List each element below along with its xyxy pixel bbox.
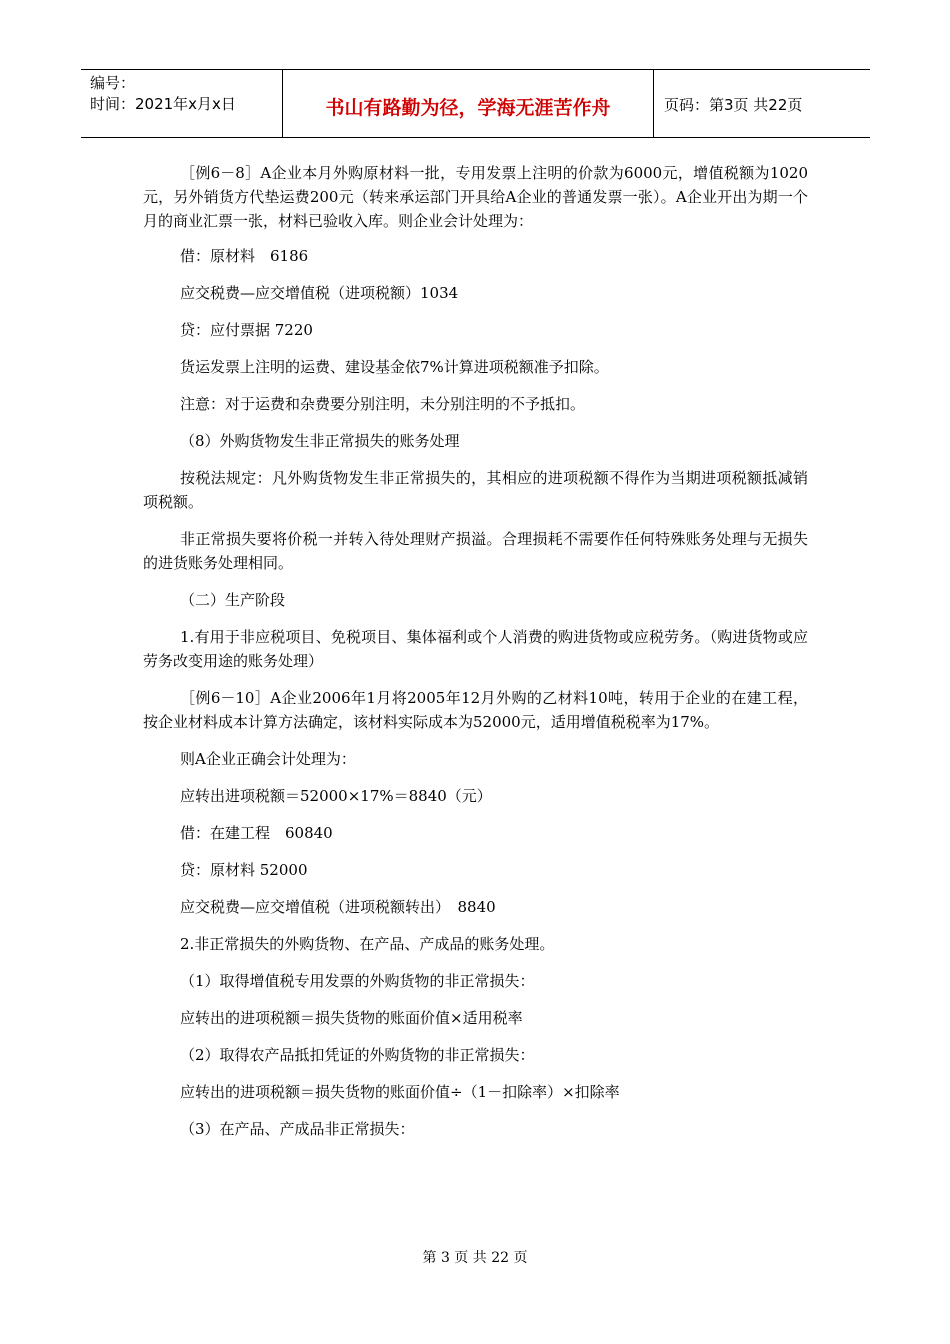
- document-date-label: 时间：2021年x月x日: [90, 95, 236, 113]
- paragraph-accounting-intro: 则A企业正确会计处理为：: [180, 750, 356, 768]
- entry-credit-notes-payable: 贷：应付票据 7220: [180, 321, 313, 339]
- paragraph-example-6-8: ［例6－8］A企业本月外购原材料一批，专用发票上注明的价款为6000元，增值税额为1020元，另外销货方代垫运费200元（转来承运部门开具给A企业的普通发票一张）。A企业开出为期一个月的商业汇票一张，材料已验收入库。则企业会计处理为：: [143, 164, 808, 230]
- header-table: [81, 69, 870, 138]
- entry-vat-transfer-out: 应交税费—应交增值税（进项税额转出） 8840: [180, 898, 496, 916]
- formula-1: 应转出的进项税额＝损失货物的账面价值×适用税率: [180, 1009, 523, 1027]
- entry-credit-raw-materials: 贷：原材料 52000: [180, 861, 308, 879]
- subitem-1: （1）取得增值税专用发票的外购货物的非正常损失：: [180, 972, 535, 990]
- header-page-cell: [654, 70, 870, 137]
- entry-vat-input: 应交税费—应交增值税（进项税额）1034: [180, 284, 459, 302]
- paragraph-item-2: 2.非正常损失的外购货物、在产品、产成品的账务处理。: [180, 935, 555, 953]
- header-motto-cell: [283, 70, 654, 137]
- paragraph-tax-law: 按税法规定：凡外购货物发生非正常损失的，其相应的进项税额不得作为当期进项税额抵减销项税额。: [143, 469, 808, 511]
- paragraph-attention: 注意：对于运费和杂费要分别注明，未分别注明的不予抵扣。: [180, 395, 586, 413]
- section-heading-production: （二）生产阶段: [180, 591, 286, 609]
- page-code: 页码：第3页 共22页: [664, 96, 803, 114]
- motto-text: 书山有路勤为径，学海无涯苦作舟: [325, 97, 611, 119]
- entry-debit-construction: 借：在建工程 60840: [180, 824, 333, 842]
- document-body: [143, 153, 808, 1141]
- entry-debit-raw-materials: 借：原材料 6186: [180, 247, 309, 265]
- page-footer: 第 3 页 共 22 页: [422, 1250, 528, 1266]
- paragraph-example-6-10: ［例6－10］A企业2006年1月将2005年12月外购的乙材料10吨，转用于企业的在建工程，按企业材料成本计算方法确定，该材料实际成本为52000元，适用增值税税率为17%。: [143, 689, 808, 731]
- formula-transfer-out: 应转出进项税额＝52000×17%＝8840（元）: [180, 787, 492, 805]
- subitem-3: （3）在产品、产成品非正常损失：: [180, 1120, 415, 1138]
- section-heading-8: （8）外购货物发生非正常损失的账务处理: [180, 432, 460, 450]
- formula-2: 应转出的进项税额＝损失货物的账面价值÷（1－扣除率）×扣除率: [180, 1083, 620, 1101]
- paragraph-item-1: 1.有用于非应税项目、免税项目、集体福利或个人消费的购进货物或应税劳务。（购进货物或应劳务改变用途的账务处理）: [143, 628, 808, 670]
- paragraph-abnormal-loss: 非正常损失要将价税一并转入待处理财产损溢。合理损耗不需要作任何特殊账务处理与无损失的进货账务处理相同。: [143, 530, 808, 572]
- document-number-label: 编号：: [90, 74, 136, 92]
- paragraph-freight-note: 货运发票上注明的运费、建设基金依7%计算进项税额准予扣除。: [180, 358, 609, 376]
- header-info-cell: [81, 70, 283, 137]
- subitem-2: （2）取得农产品抵扣凭证的外购货物的非正常损失：: [180, 1046, 535, 1064]
